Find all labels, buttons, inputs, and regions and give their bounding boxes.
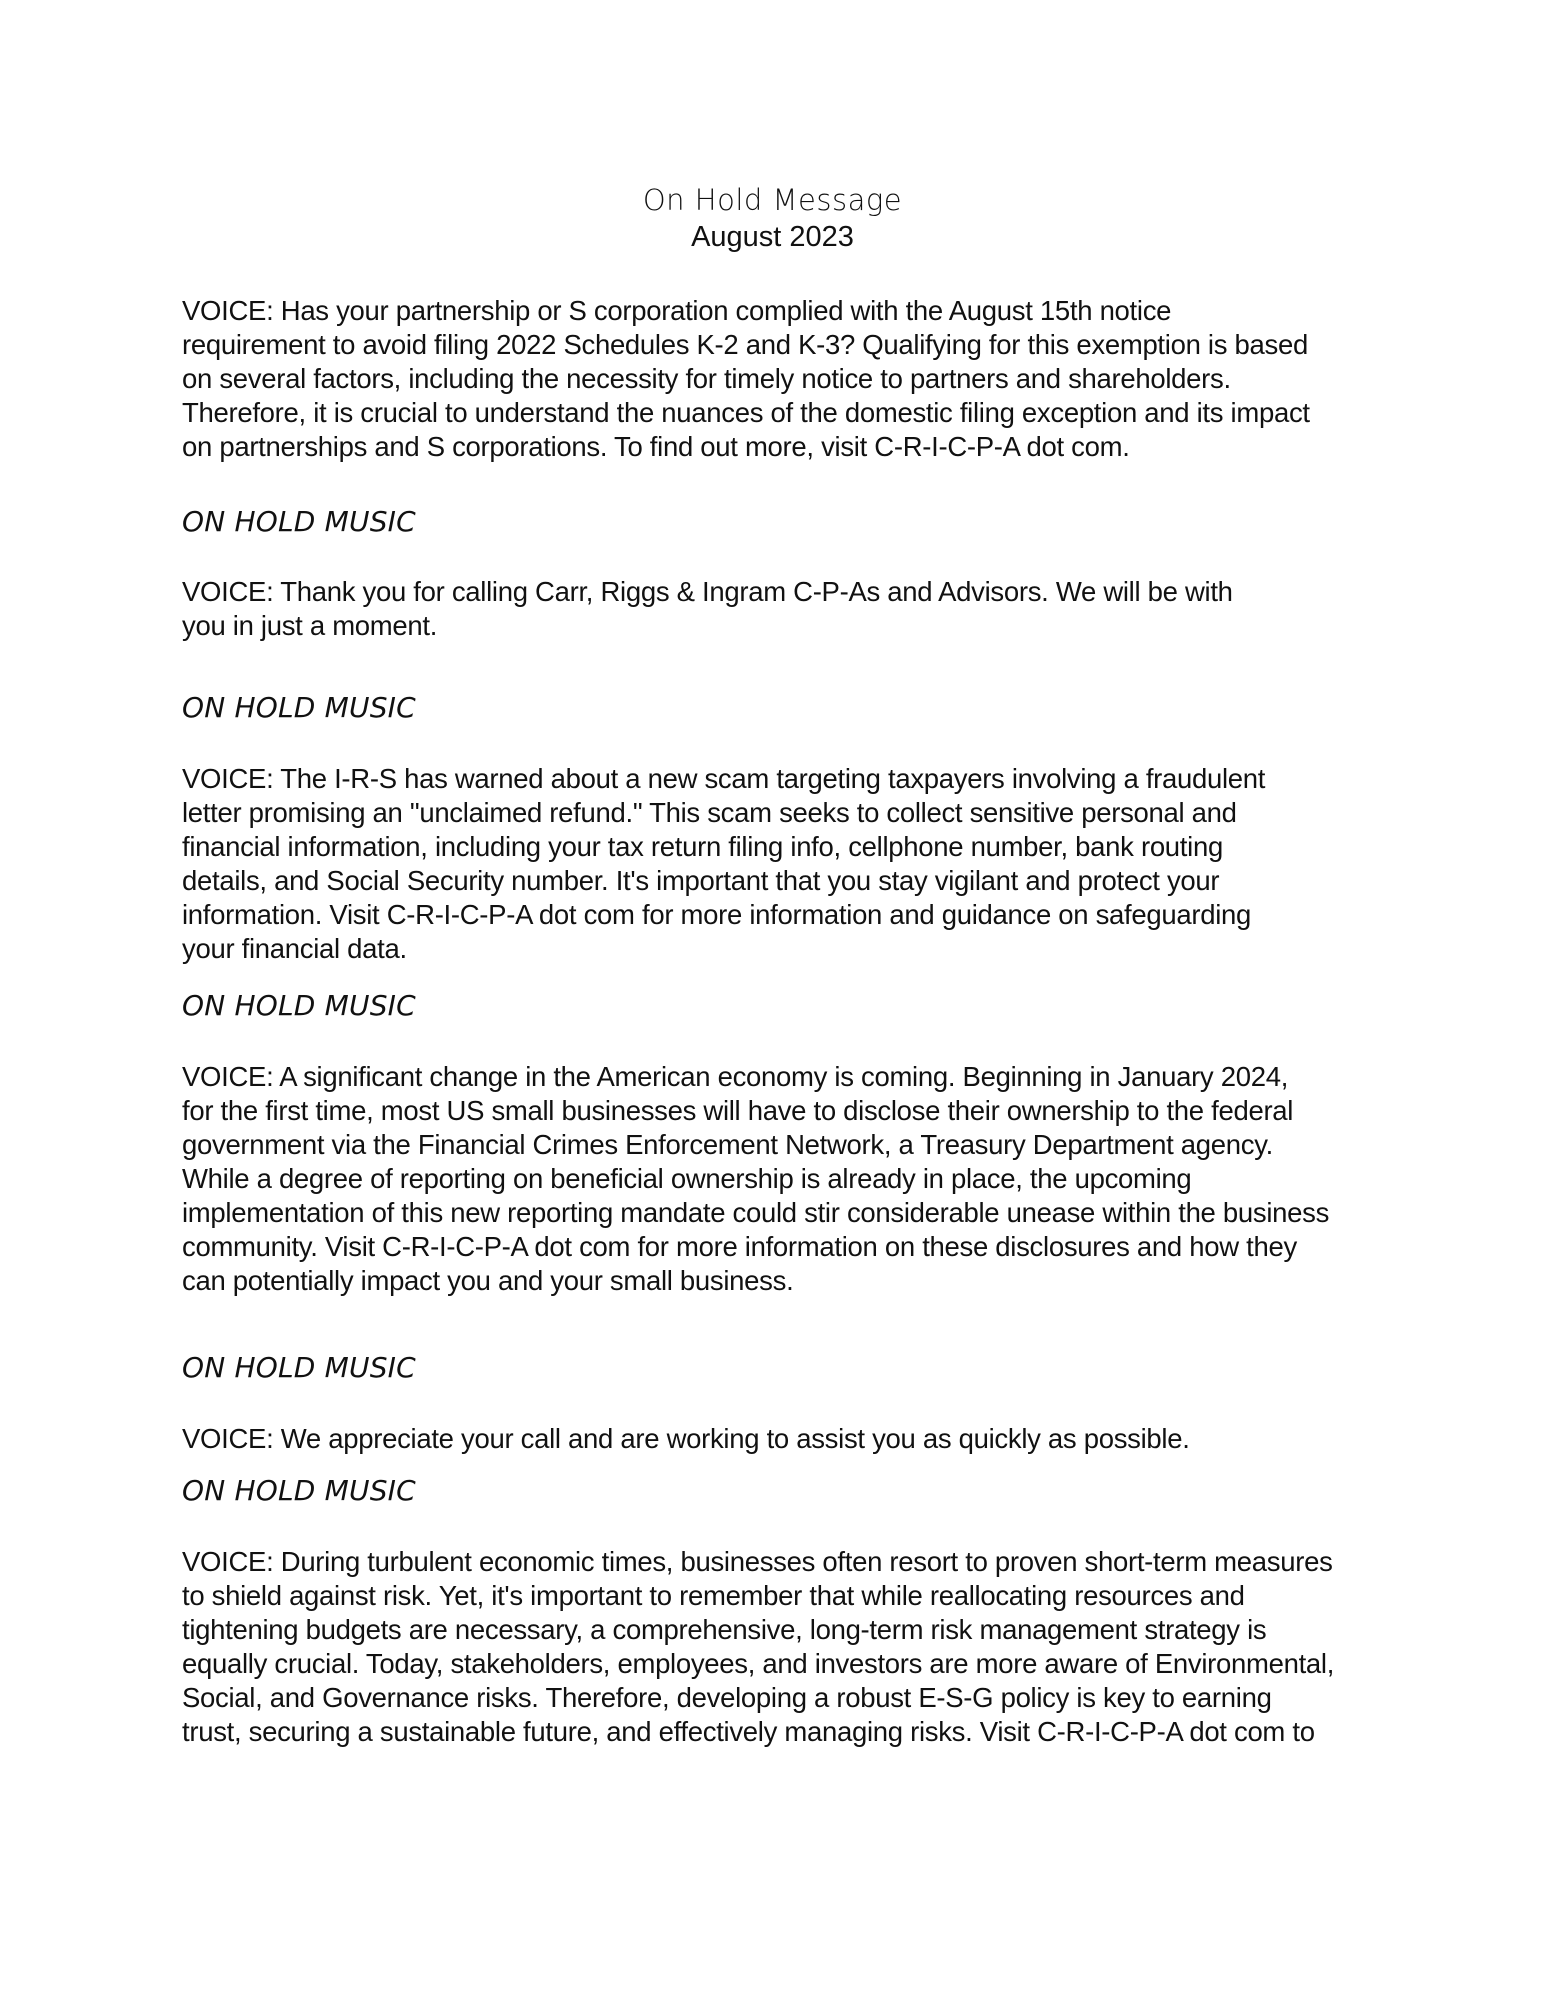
- document-title: On Hold Message: [642, 183, 903, 217]
- voice-paragraph-3: VOICE: The I-R-S has warned about a new scam targeting taxpayers involving a fraudulent letter promising an "unclaimed refund." This scam seeks to collect sensitive personal and financial information, including your tax return filing info, cellphone number, bank routing details, and Social Security number. It's important that you stay vigilant and protect your information. Visit C-R-I-C-P-A dot com for more information and guidance on safeguarding your financial data.: [182, 763, 1266, 964]
- on-hold-music-5: ON HOLD MUSIC: [182, 1474, 416, 1507]
- voice-paragraph-2: VOICE: Thank you for calling Carr, Riggs & Ingram C-P-As and Advisors. We will be with you in just a moment.: [182, 576, 1233, 641]
- document-header: [0, 180, 1545, 257]
- voice-paragraph-1: VOICE: Has your partnership or S corporation complied with the August 15th notice requirement to avoid filing 2022 Schedules K-2 and K-3? Qualifying for this exemption is based on several factors, including the necessity for timely notice to partners and shareholders. Therefore, it is crucial to understand the nuances of the domestic filing exception and its impact on partnerships and S corporations. To find out more, visit C-R-I-C-P-A dot com.: [182, 295, 1310, 462]
- voice-paragraph-5: VOICE: We appreciate your call and are working to assist you as quickly as possible.: [182, 1423, 1190, 1454]
- voice-paragraph-4: VOICE: A significant change in the American economy is coming. Beginning in January 2024, for the first time, most US small businesses will have to disclose their ownership to the federal government via the Financial Crimes Enforcement Network, a Treasury Department agency. While a degree of reporting on beneficial ownership is already in place, the upcoming implementation of this new reporting mandate could stir considerable unease within the business community. Visit C-R-I-C-P-A dot com for more information on these disclosures and how they can potentially impact you and your small business.: [182, 1061, 1330, 1296]
- voice-paragraph-6: VOICE: During turbulent economic times, businesses often resort to proven short-term measures to shield against risk. Yet, it's important to remember that while reallocating resources and tightening budgets are necessary, a comprehensive, long-term risk management strategy is equally crucial. Today, stakeholders, employees, and investors are more aware of Environmental, Social, and Governance risks. Therefore, developing a robust E-S-G policy is key to earning trust, securing a sustainable future, and effectively managing risks. Visit C-R-I-C-P-A dot com to: [182, 1546, 1335, 1747]
- on-hold-music-4: ON HOLD MUSIC: [182, 1351, 416, 1384]
- on-hold-music-1: ON HOLD MUSIC: [182, 505, 416, 538]
- on-hold-music-2: ON HOLD MUSIC: [182, 691, 416, 724]
- on-hold-music-3: ON HOLD MUSIC: [182, 989, 416, 1022]
- document-date: August 2023: [691, 221, 854, 253]
